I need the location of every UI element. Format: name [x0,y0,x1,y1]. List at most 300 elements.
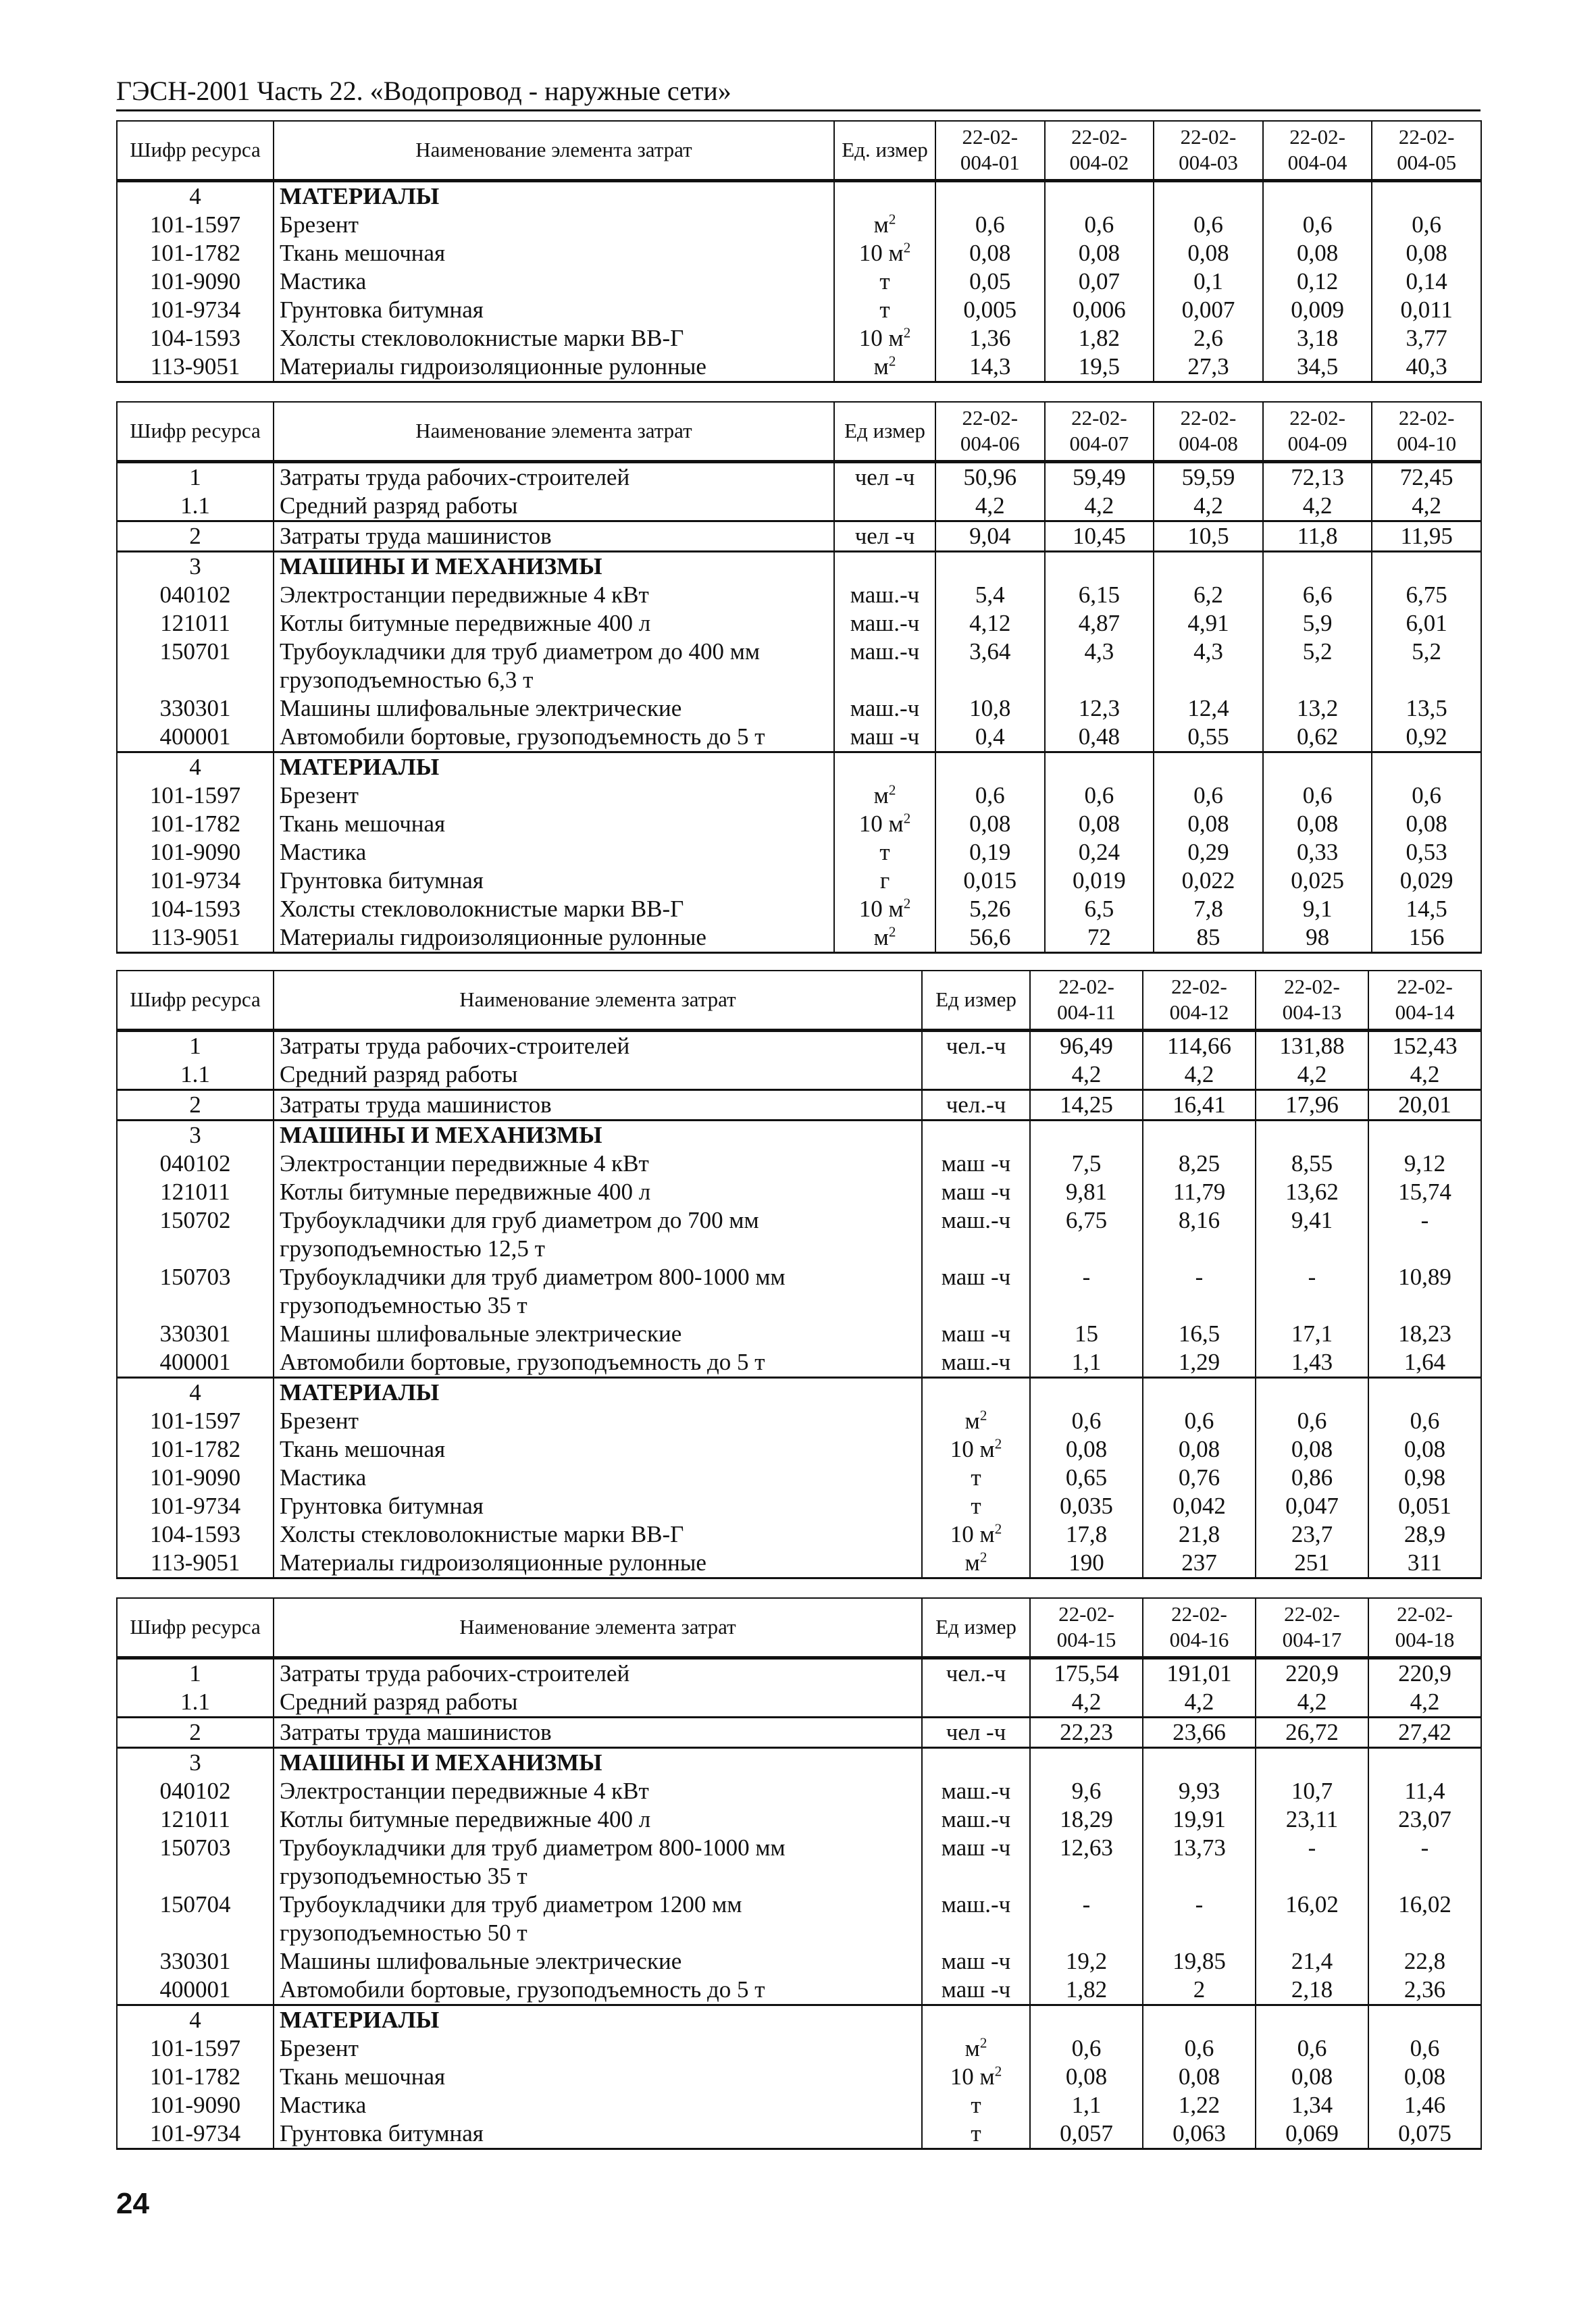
resource-code: 040102 [117,1150,274,1178]
norm-value: 220,9 [1368,1657,1481,1688]
norm-code-prefix: 22-02- [1398,125,1455,149]
unit-cell [922,1120,1030,1150]
norm-value [935,752,1045,781]
norm-value: 19,5 [1045,353,1154,382]
table-row [117,1206,1481,1263]
unit-cell [922,1947,1030,1976]
norm-value: 8,16 [1143,1206,1256,1263]
resource-code: 4 [117,180,274,211]
norm-value: 0,12 [1263,267,1372,296]
norm-value: 1,34 [1256,2091,1368,2119]
unit-cell [834,867,935,895]
norm-value: 0,08 [1372,810,1481,838]
norm-value: 0,6 [1154,781,1263,810]
unit: маш -ч [941,1150,1011,1177]
cost-element-name: Брезент [274,211,834,239]
column-header-norm-code [1368,1598,1481,1657]
norm-value: 0,08 [935,810,1045,838]
resource-code: 3 [117,1120,274,1150]
unit: чел -ч [946,1718,1006,1745]
norm-value [1256,1377,1368,1407]
cost-element-name: Холсты стекловолокнистые марки ВВ-Г [274,895,834,923]
norm-value: - [1030,1891,1143,1947]
norm-value: 4,2 [1030,1688,1143,1718]
table-row [117,296,1481,324]
norm-value: 4,2 [1143,1688,1256,1718]
norm-value: 4,2 [1030,1060,1143,1090]
norm-value [1143,1747,1256,1777]
norm-value: 98 [1263,923,1372,953]
norm-value: 12,63 [1030,1834,1143,1891]
resource-code: 101-1597 [117,1407,274,1435]
unit-cell [922,1150,1030,1178]
unit-cell [922,1688,1030,1718]
table-row [117,1657,1481,1688]
unit-exponent: 2 [888,781,896,798]
section-row [117,1120,1481,1150]
norm-value: 28,9 [1368,1520,1481,1549]
norm-value: 85 [1154,923,1263,953]
norm-value: 0,051 [1368,1492,1481,1520]
norm-value: - [1368,1834,1481,1891]
table-row [117,1805,1481,1834]
unit: маш.-ч [941,1777,1011,1804]
table-row [117,723,1481,752]
table-row [117,1492,1481,1520]
unit-cell [834,551,935,581]
norm-value: 0,53 [1372,838,1481,867]
norm-value: 0,075 [1368,2119,1481,2149]
norm-value: 0,042 [1143,1492,1256,1520]
norm-value: 0,6 [1154,211,1263,239]
norm-code-suffix: 004-02 [1069,151,1129,175]
norm-code-suffix: 004-08 [1179,432,1238,456]
norm-value: 22,23 [1030,1717,1143,1747]
norm-value: 10,5 [1154,521,1263,551]
norm-value: 27,3 [1154,353,1263,382]
unit: маш.-ч [941,1805,1011,1832]
column-header-norm-code [1372,402,1481,461]
norm-value [1030,1747,1143,1777]
unit-cell [834,638,935,694]
unit-cell [922,2091,1030,2119]
table-row [117,211,1481,239]
norm-value: 10,89 [1368,1263,1481,1320]
cost-element-name: Котлы битумные передвижные 400 л [274,609,834,638]
cost-element-name: Затраты труда машинистов [274,1089,922,1120]
norm-code-prefix: 22-02- [1284,975,1340,999]
unit-cell [834,723,935,752]
norm-code-suffix: 004-17 [1282,1628,1342,1652]
unit-cell [922,1060,1030,1090]
norm-value [1154,551,1263,581]
resource-code: 330301 [117,694,274,723]
cost-element-name: Затраты труда рабочих-строителей [274,1657,922,1688]
unit: т [879,838,890,865]
resource-code: 1 [117,461,274,492]
cost-element-name: Котлы битумные передвижные 400 л [274,1805,922,1834]
unit: т [971,2091,981,2118]
norm-value: 18,29 [1030,1805,1143,1834]
norm-value: - [1030,1263,1143,1320]
unit-exponent: 2 [903,809,911,826]
norm-value: 0,24 [1045,838,1154,867]
column-header-norm-code [935,402,1045,461]
norm-value: 0,29 [1154,838,1263,867]
norm-value [1368,2005,1481,2034]
cost-element-name: Трубоукладчики для труб диаметром 1200 мм грузоподъемностью 50 т [274,1891,922,1947]
norm-value: 6,75 [1372,581,1481,609]
resource-code: 121011 [117,609,274,638]
norm-value: 0,019 [1045,867,1154,895]
unit-cell [834,810,935,838]
unit: чел.-ч [946,1660,1006,1687]
section-title: МАТЕРИАЛЫ [274,180,834,211]
norm-value: 5,2 [1263,638,1372,694]
resource-code: 101-1782 [117,810,274,838]
column-header-code: Шифр ресурса [117,1598,274,1657]
unit-cell [922,1520,1030,1549]
norm-value: 191,01 [1143,1657,1256,1688]
norm-value: 3,64 [935,638,1045,694]
table-row [117,581,1481,609]
column-header-unit: Ед измер [922,1598,1030,1657]
column-header-norm-code [1263,121,1372,180]
norm-code-suffix: 004-13 [1282,1000,1342,1025]
norm-value: 11,4 [1368,1777,1481,1805]
cost-element-name: Мастика [274,838,834,867]
norm-value: 21,8 [1143,1520,1256,1549]
unit-exponent: 2 [903,238,911,255]
norm-value: 22,8 [1368,1947,1481,1976]
unit: 10 м [858,324,904,351]
column-header-unit: Ед. измер [834,121,935,180]
table-row [117,1060,1481,1090]
cost-element-name: Затраты труда рабочих-строителей [274,461,834,492]
unit: маш -ч [941,1976,1011,2003]
unit: 10 м [950,2063,995,2090]
unit-exponent: 2 [994,2062,1002,2079]
norm-value: 0,05 [935,267,1045,296]
table-row [117,694,1481,723]
norm-value: 0,6 [935,781,1045,810]
resource-code: 101-9734 [117,867,274,895]
unit: т [971,1464,981,1491]
resource-code: 040102 [117,581,274,609]
unit-cell [922,2063,1030,2091]
table-row [117,1150,1481,1178]
resource-code: 3 [117,551,274,581]
resource-code: 113-9051 [117,353,274,382]
norm-value: 4,87 [1045,609,1154,638]
norm-value: 0,08 [1256,2063,1368,2091]
cost-element-name: Холсты стекловолокнистые марки ВВ-Г [274,1520,922,1549]
norm-value: 13,73 [1143,1834,1256,1891]
table-row [117,1717,1481,1747]
column-header-name: Наименование элемента затрат [274,121,834,180]
norm-value: 4,2 [1256,1688,1368,1718]
unit-cell [922,1747,1030,1777]
cost-element-name: Брезент [274,2034,922,2063]
norm-value [1368,1120,1481,1150]
unit-cell [922,1805,1030,1834]
cost-element-name: Затраты труда машинистов [274,521,834,551]
norm-code-suffix: 004-14 [1395,1000,1455,1025]
cost-element-name: Трубоукладчики для труб диаметром до 400 мм грузоподъемностью 6,3 т [274,638,834,694]
norm-code-prefix: 22-02- [1289,125,1345,149]
table-row [117,1947,1481,1976]
unit: маш -ч [941,1263,1011,1290]
norm-code-prefix: 22-02- [1071,125,1127,149]
norm-value: 4,2 [1154,492,1263,521]
resource-code: 101-9734 [117,296,274,324]
norm-value: 17,96 [1256,1089,1368,1120]
unit: м [873,781,889,808]
norm-value: 0,08 [1154,239,1263,267]
norm-value: 4,2 [1143,1060,1256,1090]
norm-value: - [1368,1206,1481,1263]
norm-value: 10,45 [1045,521,1154,551]
norm-value: 12,4 [1154,694,1263,723]
norm-value: 0,6 [1045,781,1154,810]
resource-code: 2 [117,1089,274,1120]
norm-value: 0,19 [935,838,1045,867]
cost-element-name: Мастика [274,2091,922,2119]
norm-value: 21,4 [1256,1947,1368,1976]
unit-cell [922,1435,1030,1464]
cost-element-name: Грунтовка битумная [274,2119,922,2149]
cost-element-name: Затраты труда рабочих-строителей [274,1030,922,1060]
norm-value: 6,15 [1045,581,1154,609]
norm-value: 34,5 [1263,353,1372,382]
norm-value [1045,180,1154,211]
norm-value: 4,2 [1372,492,1481,521]
norm-value: 14,5 [1372,895,1481,923]
norm-value: 0,6 [1372,781,1481,810]
resource-code: 101-1782 [117,2063,274,2091]
unit: маш.-ч [941,1206,1011,1233]
unit: м [964,1549,980,1576]
unit-cell [834,521,935,551]
column-header-name: Наименование элемента затрат [274,402,834,461]
resource-code: 104-1593 [117,324,274,353]
column-header-norm-code [1030,971,1143,1030]
norm-value [1263,551,1372,581]
norm-code-suffix: 004-16 [1169,1628,1229,1652]
norm-value: 18,23 [1368,1320,1481,1348]
column-header-norm-code [1372,121,1481,180]
norm-value: 0,08 [1143,1435,1256,1464]
table-row [117,1891,1481,1947]
resource-code: 101-9090 [117,838,274,867]
norm-code-prefix: 22-02- [962,125,1019,149]
cost-element-name: Грунтовка битумная [274,296,834,324]
norm-value: 6,2 [1154,581,1263,609]
norm-value: - [1256,1263,1368,1320]
section-title: МАТЕРИАЛЫ [274,1377,922,1407]
norm-value: 6,01 [1372,609,1481,638]
unit-cell [922,1348,1030,1378]
unit-cell [834,324,935,353]
unit: т [971,2119,981,2146]
column-header-norm-code [1143,1598,1256,1657]
unit: 10 м [858,810,904,837]
norm-value [1368,1377,1481,1407]
table-row [117,867,1481,895]
resource-code: 2 [117,521,274,551]
norm-code-prefix: 22-02- [1180,125,1237,149]
norm-value: 23,11 [1256,1805,1368,1834]
table-row [117,781,1481,810]
cost-element-name: Трубоукладчики для груб диаметром до 700 мм грузоподъемностью 12,5 т [274,1206,922,1263]
resource-code: 4 [117,752,274,781]
norm-value: 0,08 [1030,1435,1143,1464]
cost-element-name: Материалы гидроизоляционные рулонные [274,1549,922,1578]
unit: маш.-ч [850,581,920,608]
section-title: МАШИНЫ И МЕХАНИЗМЫ [274,1747,922,1777]
unit: м [873,353,889,380]
norm-value: 0,6 [1368,1407,1481,1435]
table-row [117,1464,1481,1492]
resource-code: 101-9090 [117,267,274,296]
resource-table [116,120,1482,383]
unit-cell [922,1717,1030,1747]
cost-element-name: Машины шлифовальные электрические [274,1320,922,1348]
norm-value: 0,6 [1263,211,1372,239]
unit: чел -ч [854,522,915,549]
page-title: ГЭСН-2001 Часть 22. «Водопровод - наружные сети» [116,76,731,106]
norm-value: 13,2 [1263,694,1372,723]
norm-value: 17,1 [1256,1320,1368,1348]
unit: м [873,923,889,950]
norm-value: 1,1 [1030,2091,1143,2119]
column-header-norm-code [1143,971,1256,1030]
norm-value: 0,55 [1154,723,1263,752]
resource-code: 101-9734 [117,2119,274,2149]
unit-cell [834,239,935,267]
norm-value: 4,12 [935,609,1045,638]
table-row [117,1976,1481,2005]
section-row [117,1747,1481,1777]
norm-value: 5,9 [1263,609,1372,638]
norm-value: 0,007 [1154,296,1263,324]
norm-value: 9,04 [935,521,1045,551]
unit: маш -ч [941,1947,1011,1974]
cost-element-name: Мастика [274,1464,922,1492]
cost-element-name: Автомобили бортовые, грузоподъемность до 5 т [274,1348,922,1378]
norm-value: 72,45 [1372,461,1481,492]
norm-value: 59,49 [1045,461,1154,492]
norm-value: 0,6 [1256,2034,1368,2063]
norm-value: 0,4 [935,723,1045,752]
cost-element-name: Затраты труда машинистов [274,1717,922,1747]
column-header-norm-code [1154,121,1263,180]
table-row [117,1520,1481,1549]
norm-value: 0,6 [1368,2034,1481,2063]
resource-code: 101-1782 [117,1435,274,1464]
norm-value: 9,41 [1256,1206,1368,1263]
cost-element-name: Ткань мешочная [274,1435,922,1464]
norm-value: 1,29 [1143,1348,1256,1378]
norm-value: 237 [1143,1549,1256,1578]
norm-value: 11,8 [1263,521,1372,551]
cost-element-name: Средний разряд работы [274,1688,922,1718]
unit-cell [922,1206,1030,1263]
unit-cell [834,609,935,638]
table-row [117,1320,1481,1348]
norm-value: 19,2 [1030,1947,1143,1976]
table-row [117,1435,1481,1464]
norm-value: 1,36 [935,324,1045,353]
norm-value [1256,2005,1368,2034]
unit-cell [922,1976,1030,2005]
resource-table [116,401,1482,954]
table-row [117,521,1481,551]
unit-cell [834,296,935,324]
unit: чел -ч [854,463,915,490]
unit-cell [922,1492,1030,1520]
unit-exponent: 2 [888,923,896,940]
unit: маш -ч [850,723,920,750]
table-row [117,1030,1481,1060]
resource-code: 040102 [117,1777,274,1805]
norm-value: 311 [1368,1549,1481,1578]
norm-value: 11,95 [1372,521,1481,551]
norm-value: 2,6 [1154,324,1263,353]
norm-value: 72,13 [1263,461,1372,492]
norm-value: 6,75 [1030,1206,1143,1263]
unit-cell [922,1377,1030,1407]
cost-element-name: Средний разряд работы [274,1060,922,1090]
section-row [117,551,1481,581]
column-header-norm-code [1256,1598,1368,1657]
norm-code-suffix: 004-10 [1397,432,1457,456]
norm-value [1372,180,1481,211]
section-title: МАШИНЫ И МЕХАНИЗМЫ [274,1120,922,1150]
norm-value: 1,1 [1030,1348,1143,1378]
norm-value: 26,72 [1256,1717,1368,1747]
norm-value: 0,08 [1263,810,1372,838]
norm-value: 175,54 [1030,1657,1143,1688]
norm-value: 1,64 [1368,1348,1481,1378]
norm-value: 0,6 [1143,1407,1256,1435]
resource-code: 1 [117,1030,274,1060]
norm-value: 0,022 [1154,867,1263,895]
norm-value: 0,08 [1368,2063,1481,2091]
norm-code-prefix: 22-02- [1071,406,1127,430]
norm-value [1372,551,1481,581]
norm-value: 11,79 [1143,1178,1256,1206]
unit: м [964,1407,980,1434]
norm-value: 7,8 [1154,895,1263,923]
norm-value: 10,7 [1256,1777,1368,1805]
table-row [117,1407,1481,1435]
norm-value [1045,752,1154,781]
norm-value [935,180,1045,211]
norm-value: 190 [1030,1549,1143,1578]
table-row [117,324,1481,353]
norm-value [1143,1120,1256,1150]
norm-value: 0,009 [1263,296,1372,324]
norm-value: 0,057 [1030,2119,1143,2149]
column-header-code: Шифр ресурса [117,121,274,180]
cost-element-name: Котлы битумные передвижные 400 л [274,1178,922,1206]
unit-exponent: 2 [979,1548,987,1565]
norm-code-prefix: 22-02- [1058,1602,1114,1626]
norm-value: 13,62 [1256,1178,1368,1206]
column-header-norm-code [1154,402,1263,461]
resource-code: 101-9090 [117,2091,274,2119]
